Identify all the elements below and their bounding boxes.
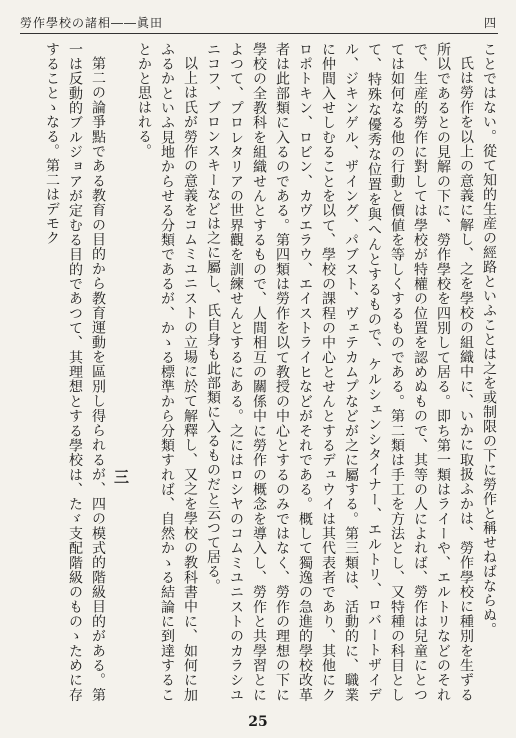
body-text xyxy=(18,42,500,702)
page-number: 25 xyxy=(248,714,268,730)
paragraph-4: 第二の論爭點である教育の目的から教育運動を區別し得られるが、四の模式的階級目的がある。第一は反動的ブルジョアが定むる目的であつて、其理想とする學校は、たゞ支配階級のものゝために存することゝなる。第二はデモク xyxy=(44,42,106,702)
paragraph-2: 氏は勞作を以上の意義に解し、之を學校の組織中に、いかに取扱ふかは、勞作學校に種別を生ずる所以であるとの見解の下に、勞作學校を四別して居る。即ち第一類はライーや、エルトリなどのそれで、生産的勞作に對しては學校が特權の位置を認めぬもので、其等の人によれば、勞作は兒童にとつては如何なる他の行動と價値を等しくするものである。第二類は手工を方法とし、又特種の科目として、特殊な優秀な位置を與へんとするもので、ケルシェンシタイナー、エルトリ、ロバートザイデル、ジキンゲル、ザイング、パブスト、ヴェテカムプなどが之に屬する。第三類は、活動的に、職業に仲間入せしむることを以て、學校の課程の中心とせんとするデュウイは其代表者であり、其他にクロポトキン、ロビン、カヴエラウ、エイストライヒなどがそれである。概して獨逸の急進的學校改革者は此部類に入るのである。第四類は勞作を以て教授の中心とするのみではなく、勞作の理想の下に學校の全教科を組織せんとするもので、人間相互の關係中に勞作の概念を導入し、勞作と共學習とによつて、プロレタリアの世界觀を訓練せんとするにある。之にはロシヤのコムミユニストのカラシユニコフ、ブロンスキーなどは之に屬し、氏自身も此部類に入るものだと云つて居る。 xyxy=(205,42,474,702)
paragraph-1: ことではない。從て知的生産の經路といふことは之を或制限の下に勞作と稱せねばならぬ。 xyxy=(481,42,497,637)
page-number-kanji: 四 xyxy=(483,15,496,30)
running-head: 勞作學校の諸相――眞田 xyxy=(20,15,164,30)
paragraph-3: 以上は氏が勞作の意義をコムミユニストの立場に於て解釋し、又之を學校の教科書中に、如何に加ふるかといふ見地からせる分類であるが、かゝる標準から分類すれば、自然かゝる結論に到達することかと思はれる。 xyxy=(136,42,198,702)
page-header xyxy=(20,12,496,32)
section-heading: 三 xyxy=(112,469,130,485)
header-rule xyxy=(20,33,498,34)
